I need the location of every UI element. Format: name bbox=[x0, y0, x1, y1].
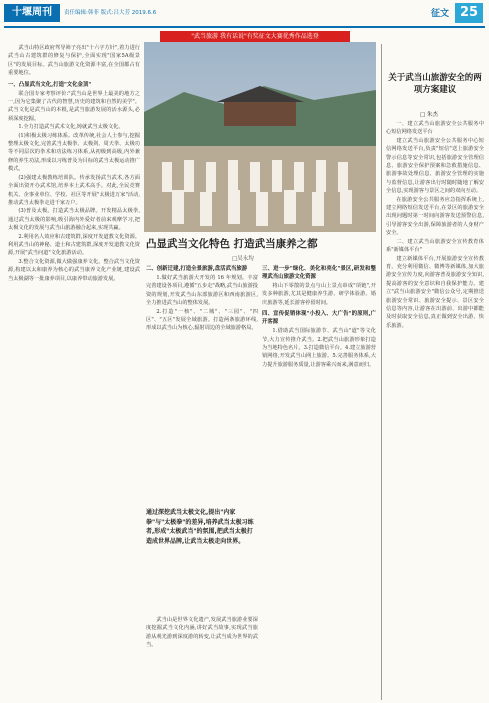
paragraph: 联合国专家考察评价:"武当山是世界上最美的地方之一,因为它集聚了古代的智慧,历史的建筑和自然的美学"。武当文化是武当山的本根,是武当旅游发展的活水源头,必须深度挖掘。 bbox=[8, 90, 140, 122]
subheading: 四、宣传促销体现"小投入、大广告"的原则,广开客源 bbox=[262, 311, 376, 326]
paragraph: 建立武当山旅游安全公共服务中心短信网络发送平台,负责"短信"送上旅游安全警示信息等安全常识,包括旅游安全管理信息、旅游安全保护预案和急救措施信息、旅游事故处理信息、旅游安全管理的实施与监督信息,让游客出行时随时随地了解安全信息,实现游客与景区之间的双向互动。 bbox=[386, 137, 484, 195]
paragraph: 在旅游安全公共服务应急指挥系统上,建立网络短信发送平台,在景区的旅游安全出现问题时第一时间向游客发送预警信息,引导游客安全出游,保障旅游者的人身财产安全。 bbox=[386, 196, 484, 237]
paragraph: 1.借助武当国际旅游节、武当山"道"等文化节,大力宣传推介武当。2.把武当山旅游形象打造为当地特色名片。3.打造微信平台。4.建立旅游营销网络,开发武当山网上旅游。5.完善服务体系,大力提升旅游服务质量,让游客乘兴而来,满意而归。 bbox=[262, 328, 376, 368]
paragraph: (1)积极太极习练体系。改革传统,社会人士参与,挖掘整理太极文化,完善武当太极拳、太极剑、周天拳、太极功等不同层次的拳术和功法练习体系,从初级到高级,内外兼修的养生功法,形成以习练普及为目标的武当太极运动推广模式。 bbox=[8, 132, 140, 173]
newspaper-logo: 十堰周刊 bbox=[4, 4, 60, 22]
paragraph: 1.全力打造武当武术文化,铸就武当太极文化。 bbox=[18, 124, 124, 131]
right-byline: □ 朱杰 bbox=[420, 112, 438, 118]
paragraph: (2)强建太极教练培训队。传承发扬武当武术,各方面全面出资开办武术馆,培养本土武术高手。对此,全民竞赛机关、企事业单位、学校、社区等开展"太极进万家"活动,推动武当太极拳走进千家万户。 bbox=[8, 174, 140, 206]
paragraph: 2.利用名人效应和古建筑群,深度开发道教文化资源。利用武当山的神秘、道士和古建筑群,深度开发道教文化资源,开展"武当问道"文化旅游活动。 bbox=[8, 233, 140, 257]
paragraph: 武当山特区政府驾导筛子亮出"十六字方针",着力进行武当山古建筑群的修复与保护,全面实现"国家5A级景区"的发展目标。武当山旅游文化资源丰富,在全国都占有重要地位。 bbox=[8, 45, 140, 77]
paragraph: 武当山是世界文化遗产,发展武当旅游业要深度挖掘武当文化内涵,讲好武当故事,实现武当旅游从观光游到深度游的转变,让武当成为世界的武当。 bbox=[146, 617, 258, 649]
article-center-bottom bbox=[146, 616, 258, 700]
subheading: 二、创新迁建,打造全景旅游,盘活武当旅游 bbox=[146, 266, 248, 272]
paragraph: 建立新媒体平台,开展旅游安全宣传教育。充分利用微信、微博等新媒体,加大旅游安全宣传力度,向游客普及旅游安全知识,提高游客的安全意识和自我保护能力。建立"武当山旅游安全"微信公众号,定期推送旅游安全常识、旅游安全提示、景区安全信息等内容,让游客在出游前、出游中都能及时获取安全信息,真正做到安全出游、快乐旅游。 bbox=[386, 255, 484, 329]
subheading: 三、进一步"绿化、美化和亮化"景区,研发和整理武当山旅游文化资源 bbox=[262, 266, 376, 280]
article-right-column bbox=[386, 120, 484, 700]
photo-illustration bbox=[144, 42, 376, 232]
banner: "武当旅游 我有话说"有奖征文大赛优秀作品选登 bbox=[160, 31, 350, 42]
paragraph: 一、建立武当山旅游安全公共服务中心短信网络发送平台 bbox=[386, 121, 484, 136]
pull-quote: 通过深挖武当太极文化,提出"内家拳"与"太极拳"的差异,培养武当太极习练者,形成"太极武当"的氛围,把武当太极打造成世界品牌,让武当太极走向世界。 bbox=[146, 509, 254, 545]
article-left-column bbox=[8, 44, 140, 698]
right-headline: 关于武当山旅游安全的两项方案建议 bbox=[388, 73, 482, 95]
page-number: 25 bbox=[455, 3, 483, 23]
section-name: 征文 bbox=[430, 9, 449, 19]
page-header bbox=[0, 0, 489, 26]
header-rule bbox=[4, 26, 485, 28]
column-divider bbox=[381, 44, 382, 700]
paragraph: (3)普及太极。打造武当太极品牌。开发精品太极拳,通过武当太极的影响,吸引海内外爱好者前来观摩学习,把太极文化的发展与武当山旅游融合起来,实现共赢。 bbox=[8, 208, 140, 232]
subheading: 一、凸显武当文化,打造"文化金顶" bbox=[8, 81, 92, 88]
paragraph: 1.做好武当旅游大开发的 16 年规划。丰富完善建设各项目,遵循"五步走"战略,武当山旅游投资的规划,开发武当山东部旅游区和西南旅游区,全力推进武当山的整体发展。 bbox=[146, 275, 258, 307]
main-headline: 凸显武当文化特色 打造武当康养之都 bbox=[146, 238, 318, 250]
editor-meta: 责任编辑:韩菲 版式:吕大芳 2019.6.6 bbox=[64, 10, 157, 16]
paragraph: 二、建立武当山旅游安全宣传教育体系"新媒体平台" bbox=[386, 238, 484, 254]
paragraph: 3.整合文化资源,做大做强康养文化。整合武当文化资源,构建以太和康养为核心的武当康养文化产业链,建设武当太极湖等一批康养项目,以康养带动旅游发展。 bbox=[8, 258, 140, 282]
paragraph: 2.打造"一核"、"二城"、"三园"、"四区"、"五区"发展全域旅游。打造两条旅游环线,形成以武当山为核心,辐射周边的全域旅游格局。 bbox=[146, 308, 258, 332]
paragraph: 将山下零散的景点与山上景点串成"项链",开发多种旅游,尤其是健康养生游、研学体验游、婚庆旅游等,延长游客停留时间。 bbox=[262, 283, 376, 306]
article-center-column bbox=[146, 262, 258, 502]
article-center-right-column bbox=[262, 262, 376, 702]
tai-chi-photo bbox=[144, 42, 376, 232]
main-byline: □吴永均 bbox=[232, 256, 254, 262]
